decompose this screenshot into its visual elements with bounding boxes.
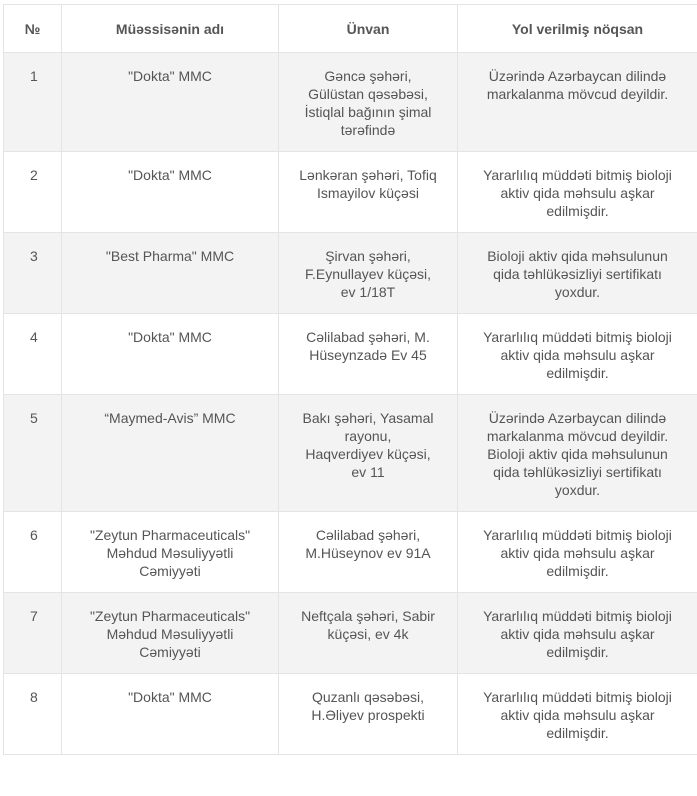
address: Cəlilabad şəhəri, M.Hüseynov ev 91A [279, 512, 458, 593]
address: Bakı şəhəri, Yasamal rayonu, Haqverdiyev küçəsi, ev 11 [279, 395, 458, 512]
violation: Yararlılıq müddəti bitmiş bioloji aktiv qida məhsulu aşkar edilmişdir. [458, 512, 697, 593]
violation: Yararlılıq müddəti bitmiş bioloji aktiv qida məhsulu aşkar edilmişdir. [458, 152, 697, 233]
violation: Üzərində Azərbaycan dilində markalanma mövcud deyildir. Bioloji aktiv qida məhsulunun qida təhlükəsizliyi sertifikatı yoxdur. [458, 395, 697, 512]
institution-name: "Best Pharma" MMC [62, 233, 279, 314]
header-institution-name: Müəssisənin adı [62, 5, 279, 53]
header-number: № [4, 5, 62, 53]
institution-name: "Dokta" MMC [62, 152, 279, 233]
row-number: 1 [4, 53, 62, 152]
address: Gəncə şəhəri, Gülüstan qəsəbəsi, İstiqlal bağının şimal tərəfində [279, 53, 458, 152]
institution-name: "Dokta" MMC [62, 53, 279, 152]
institution-name: "Dokta" MMC [62, 674, 279, 755]
row-number: 4 [4, 314, 62, 395]
row-number: 6 [4, 512, 62, 593]
address: Şirvan şəhəri, F.Eynullayev küçəsi, ev 1/18T [279, 233, 458, 314]
header-address: Ünvan [279, 5, 458, 53]
violation: Yararlılıq müddəti bitmiş bioloji aktiv qida məhsulu aşkar edilmişdir. [458, 593, 697, 674]
institution-name: “Maymed-Avis” MMC [62, 395, 279, 512]
address: Cəlilabad şəhəri, M. Hüseynzadə Ev 45 [279, 314, 458, 395]
row-number: 5 [4, 395, 62, 512]
table-row [4, 233, 697, 314]
row-number: 2 [4, 152, 62, 233]
table-row [4, 593, 697, 674]
table-row [4, 674, 697, 755]
violation: Yararlılıq müddəti bitmiş bioloji aktiv qida məhsulu aşkar edilmişdir. [458, 674, 697, 755]
address: Quzanlı qəsəbəsi, H.Əliyev prospekti [279, 674, 458, 755]
table-row [4, 152, 697, 233]
address: Lənkəran şəhəri, Tofiq Ismayilov küçəsi [279, 152, 458, 233]
table-row [4, 314, 697, 395]
violations-table [3, 4, 697, 755]
violation: Üzərində Azərbaycan dilində markalanma mövcud deyildir. [458, 53, 697, 152]
table-row [4, 512, 697, 593]
row-number: 7 [4, 593, 62, 674]
institution-name: "Zeytun Pharmaceuticals" Məhdud Məsuliyyətli Cəmiyyəti [62, 593, 279, 674]
table-row [4, 395, 697, 512]
institution-name: "Dokta" MMC [62, 314, 279, 395]
table-header-row [4, 5, 697, 53]
institution-name: "Zeytun Pharmaceuticals" Məhdud Məsuliyyətli Cəmiyyəti [62, 512, 279, 593]
violation: Bioloji aktiv qida məhsulunun qida təhlükəsizliyi sertifikatı yoxdur. [458, 233, 697, 314]
address: Neftçala şəhəri, Sabir küçəsi, ev 4k [279, 593, 458, 674]
header-violation: Yol verilmiş nöqsan [458, 5, 697, 53]
violation: Yararlılıq müddəti bitmiş bioloji aktiv qida məhsulu aşkar edilmişdir. [458, 314, 697, 395]
row-number: 3 [4, 233, 62, 314]
table-row [4, 53, 697, 152]
row-number: 8 [4, 674, 62, 755]
